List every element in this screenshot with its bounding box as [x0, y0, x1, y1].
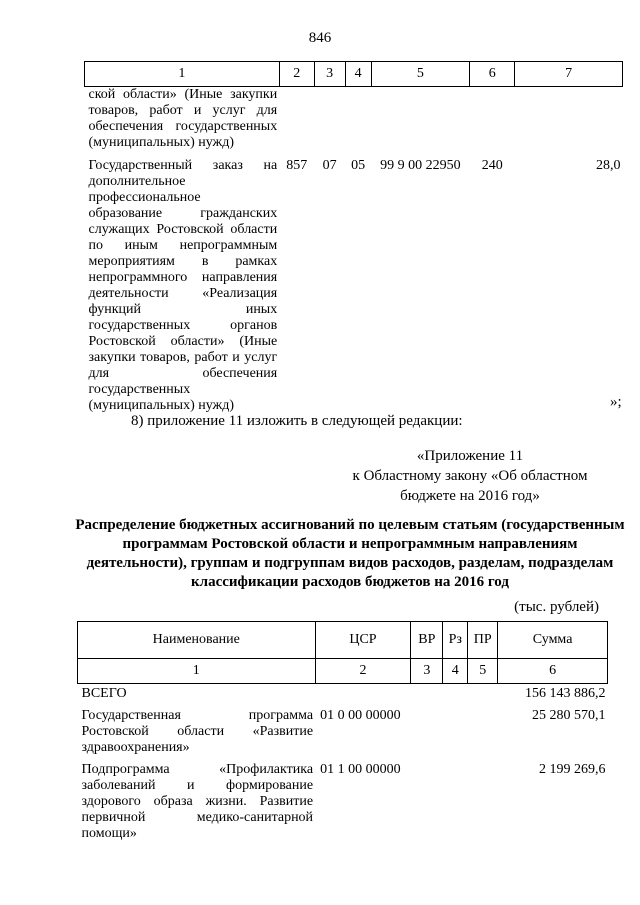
- row-sum: 156 143 886,2: [525, 686, 606, 701]
- continuation-table: [84, 61, 623, 414]
- header-cell: Рз: [443, 622, 468, 659]
- row-cell: [515, 87, 623, 152]
- table-header-row: [85, 62, 623, 87]
- header-cell: 3: [411, 659, 443, 684]
- row-name: ВСЕГО: [81, 686, 127, 701]
- table-row: [85, 151, 623, 414]
- header-cell: 6: [498, 659, 608, 684]
- header-cell: 5: [468, 659, 498, 684]
- row-cell: 07: [322, 158, 337, 173]
- row-cell: [411, 684, 443, 703]
- header-cell: Наименование: [78, 622, 316, 659]
- column-number-row: [78, 659, 608, 684]
- header-cell: 3: [314, 62, 345, 87]
- row-cell: [468, 702, 498, 756]
- row-name: ской области» (Иные закупки товаров, работ и услуг для обеспечения государственных (муниципальных) нужд): [88, 87, 278, 150]
- row-cell: [315, 684, 411, 703]
- budget-table: [77, 621, 608, 842]
- appendix-line: к Областному закону «Об областном: [352, 468, 588, 484]
- row-cell: 240: [481, 158, 503, 173]
- table-header-row: [78, 622, 608, 659]
- header-cell: 7: [515, 62, 623, 87]
- header-cell: 4: [443, 659, 468, 684]
- row-cell: [411, 702, 443, 756]
- header-cell: ПР: [468, 622, 498, 659]
- header-cell: 5: [371, 62, 470, 87]
- row-cell: [314, 87, 345, 152]
- appendix-line: бюджете на 2016 год»: [400, 488, 540, 504]
- header-cell: 1: [78, 659, 316, 684]
- row-cell: [443, 684, 468, 703]
- row-cell: 99 9 00 22950: [380, 158, 461, 173]
- page-number: 846: [308, 30, 332, 46]
- closing-quote-mark: »;: [610, 394, 622, 410]
- row-cell: [345, 87, 371, 152]
- row-cell: [279, 87, 314, 152]
- row-name: Подпрограмма «Профилактика заболеваний и формирование здорового образа жизни. Развитие первичной медико-санитарной помощи»: [81, 762, 314, 841]
- row-cell: [443, 702, 468, 756]
- table-row: [78, 702, 608, 756]
- row-cell: 28,0: [596, 158, 621, 173]
- row-sum: 2 199 269,6: [539, 762, 606, 777]
- row-cell: [468, 756, 498, 842]
- table-row: [85, 87, 623, 152]
- row-name: Государственный заказ на дополнительное профессиональное образование гражданских служащих Ростовской области по иным непрограммным мероприятиям в рамках непрограммного направления деятельности «Реализация функций иных государственных органов Ростовской области» (Иные закупки товаров, работ и услуг для обеспечения государственных (муниципальных) нужд): [88, 158, 278, 413]
- units-label: (тыс. рублей): [514, 599, 599, 615]
- header-cell: 2: [279, 62, 314, 87]
- header-cell: 4: [345, 62, 371, 87]
- header-cell: 2: [315, 659, 411, 684]
- appendix-line: «Приложение 11: [416, 448, 524, 464]
- table-row: [78, 756, 608, 842]
- row-cell: 05: [351, 158, 366, 173]
- row-cell: [470, 87, 515, 152]
- row-sum: 25 280 570,1: [532, 708, 606, 723]
- row-cell: 01 1 00 00000: [320, 762, 401, 777]
- row-cell: 857: [286, 158, 308, 173]
- row-cell: [411, 756, 443, 842]
- header-cell: ВР: [411, 622, 443, 659]
- row-cell: [468, 684, 498, 703]
- row-name: Государственная программа Ростовской области «Развитие здравоохранения»: [81, 708, 314, 755]
- header-cell: Сумма: [498, 622, 608, 659]
- header-cell: 6: [470, 62, 515, 87]
- row-cell: 01 0 00 00000: [320, 708, 401, 723]
- row-cell: [443, 756, 468, 842]
- instruction-text: 8) приложение 11 изложить в следующей редакции:: [131, 413, 463, 429]
- table-row: [78, 684, 608, 703]
- section-heading: Распределение бюджетных ассигнований по целевым статьям (государственным программам Ростовской области и непрограммным направлениям деятельности), группам и подгруппам видов расходов, разделам, подразделам классификации расходов бюджетов на 2016 год: [75, 517, 625, 590]
- row-cell: [371, 87, 470, 152]
- header-cell: ЦСР: [315, 622, 411, 659]
- header-cell: 1: [85, 62, 280, 87]
- appendix-reference: [320, 446, 620, 506]
